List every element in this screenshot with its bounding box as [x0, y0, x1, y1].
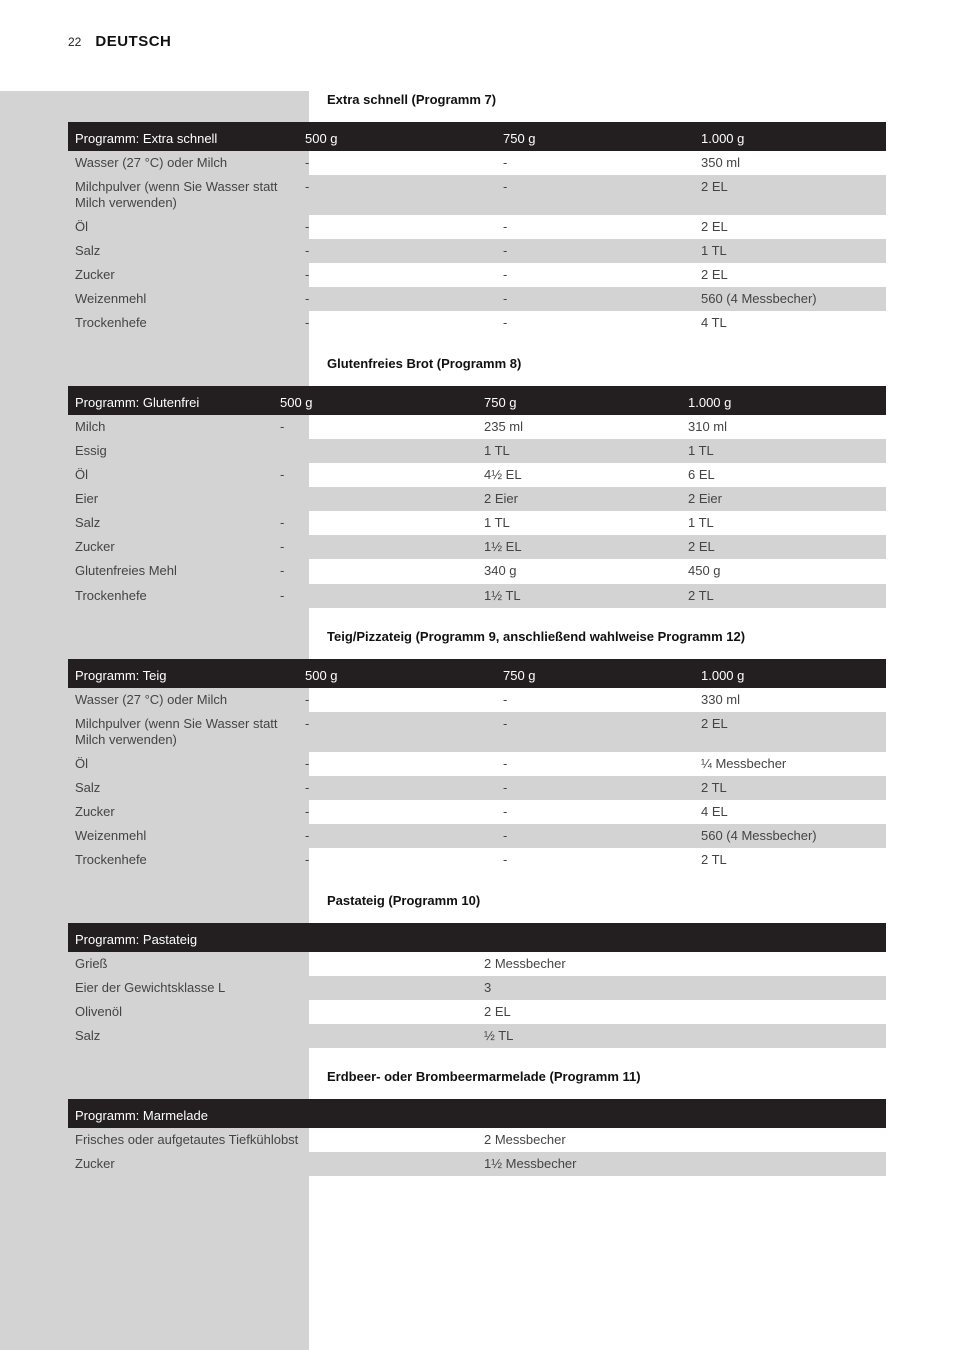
table-row: [68, 463, 886, 487]
section-title-wrap: [309, 629, 954, 644]
table-row: [68, 287, 886, 311]
ingredient-cell: Eier der Gewichtsklasse L: [75, 980, 226, 995]
ingredient-cell: Trockenhefe: [75, 588, 147, 603]
table-row: [68, 824, 886, 848]
amount-cell: 4½ EL: [484, 467, 522, 482]
table-row: [68, 511, 886, 535]
table-row: [68, 239, 886, 263]
column-header: 500 g: [305, 131, 338, 146]
table-header-row: [68, 1099, 886, 1128]
amount-cell: 2 EL: [701, 267, 728, 282]
amount-cell: 350 ml: [701, 155, 741, 170]
table-header-row: [68, 386, 886, 415]
recipe-table: [68, 122, 886, 335]
section-title: Erdbeer- oder Brombeermarmelade (Programm 11): [327, 1069, 641, 1084]
ingredient-cell: Grieß: [75, 956, 108, 971]
amount-cell: -: [305, 219, 310, 234]
amount-cell: 340 g: [484, 563, 517, 578]
amount-cell: -: [305, 756, 310, 771]
amount-cell: -: [280, 563, 285, 578]
section-title-wrap: [309, 92, 954, 107]
amount-cell: -: [305, 155, 310, 170]
amount-cell: -: [280, 467, 285, 482]
amount-cell: 2 Eier: [688, 491, 722, 506]
amount-cell: 560 (4 Messbecher): [701, 291, 817, 306]
table-row: [68, 1128, 886, 1152]
table-row: [68, 439, 886, 463]
column-header: 1.000 g: [688, 395, 732, 410]
amount-cell: -: [280, 419, 285, 434]
amount-cell: -: [503, 780, 508, 795]
ingredient-cell: Salz: [75, 243, 101, 258]
amount-cell: -: [503, 852, 508, 867]
amount-cell: 330 ml: [701, 692, 741, 707]
amount-cell: -: [280, 539, 285, 554]
amount-cell: -: [503, 315, 508, 330]
amount-cell: 2 EL: [701, 179, 728, 194]
ingredient-cell: Olivenöl: [75, 1004, 122, 1019]
page-number: 22: [68, 35, 82, 49]
amount-cell: -: [305, 852, 310, 867]
column-header: Programm: Teig: [75, 668, 167, 683]
amount-cell: -: [305, 780, 310, 795]
column-header: Programm: Extra schnell: [75, 131, 218, 146]
amount-cell: -: [503, 219, 508, 234]
amount-cell: 2 TL: [701, 780, 727, 795]
amount-cell: -: [305, 243, 310, 258]
amount-cell: -: [503, 828, 508, 843]
amount-cell: -: [503, 692, 508, 707]
amount-cell: 2 TL: [688, 588, 714, 603]
ingredient-cell: Zucker: [75, 1156, 115, 1171]
amount-cell: -: [503, 291, 508, 306]
amount-cell: 2 EL: [688, 539, 715, 554]
ingredient-cell: Glutenfreies Mehl: [75, 563, 177, 578]
section-title-wrap: [309, 1069, 954, 1084]
amount-cell: 3: [484, 980, 492, 995]
table-header-row: [68, 659, 886, 688]
ingredient-cell: Wasser (27 °C) oder Milch: [75, 692, 228, 707]
amount-cell: 1½ Messbecher: [484, 1156, 577, 1171]
amount-cell: ½ TL: [484, 1028, 514, 1043]
ingredient-cell: Öl: [75, 756, 88, 771]
amount-cell: 4 TL: [701, 315, 727, 330]
amount-cell: ¼ Messbecher: [701, 756, 787, 771]
ingredient-cell: Salz: [75, 780, 101, 795]
recipe-table: [68, 923, 886, 1048]
ingredient-cell: Frisches oder aufgetautes Tiefkühlobst: [75, 1132, 299, 1147]
column-header: Programm: Marmelade: [75, 1108, 208, 1123]
ingredient-cell: Trockenhefe: [75, 852, 147, 867]
table-row: [68, 976, 886, 1000]
amount-cell: -: [305, 267, 310, 282]
section-title: Teig/Pizzateig (Programm 9, anschließend wahlweise Programm 12): [327, 629, 746, 644]
table-row: [68, 952, 886, 976]
column-header: 500 g: [280, 395, 313, 410]
table-row: [68, 559, 886, 584]
amount-cell: 1½ TL: [484, 588, 521, 603]
amount-cell: 1 TL: [688, 443, 714, 458]
ingredient-cell: Öl: [75, 467, 88, 482]
amount-cell: -: [503, 155, 508, 170]
table-row: [68, 215, 886, 239]
amount-cell: 2 TL: [701, 852, 727, 867]
amount-cell: 2 EL: [701, 219, 728, 234]
amount-cell: -: [305, 716, 310, 731]
table-row: [68, 688, 886, 712]
amount-cell: -: [305, 291, 310, 306]
table-row: [68, 1152, 886, 1176]
table-row: [68, 584, 886, 608]
amount-cell: -: [280, 588, 285, 603]
amount-cell: 1½ EL: [484, 539, 522, 554]
amount-cell: [273, 487, 477, 511]
table-row: [68, 1000, 886, 1024]
ingredient-cell: Essig: [75, 443, 107, 458]
ingredient-cell: Milch: [75, 419, 106, 434]
amount-cell: -: [305, 804, 310, 819]
column-header: 500 g: [305, 668, 338, 683]
table-header-row: [68, 923, 886, 952]
table-row: [68, 712, 886, 752]
column-header: 1.000 g: [701, 131, 745, 146]
table-row: [68, 776, 886, 800]
section-title-wrap: [309, 893, 954, 908]
amount-cell: -: [305, 828, 310, 843]
column-header: Programm: Pastateig: [75, 932, 198, 947]
column-header: 750 g: [503, 131, 536, 146]
section-title: Extra schnell (Programm 7): [327, 92, 497, 107]
recipe-table: [68, 386, 886, 608]
table-row: [68, 800, 886, 824]
table-row: [68, 1024, 886, 1048]
amount-cell: 1 TL: [688, 515, 714, 530]
ingredient-cell: Zucker: [75, 804, 115, 819]
amount-cell: -: [280, 515, 285, 530]
amount-cell: 2 EL: [701, 716, 728, 731]
ingredient-cell: Weizenmehl: [75, 291, 147, 306]
amount-cell: 4 EL: [701, 804, 728, 819]
amount-cell: 235 ml: [484, 419, 524, 434]
ingredient-cell: Salz: [75, 515, 101, 530]
amount-cell: 2 Messbecher: [484, 956, 566, 971]
table-row: [68, 848, 886, 872]
ingredient-cell: Trockenhefe: [75, 315, 147, 330]
amount-cell: -: [503, 267, 508, 282]
table-row: [68, 752, 886, 776]
table-row: [68, 151, 886, 175]
table-row: [68, 175, 886, 215]
amount-cell: -: [503, 243, 508, 258]
amount-cell: 1 TL: [484, 443, 510, 458]
column-header: 750 g: [503, 668, 536, 683]
table-header-row: [68, 122, 886, 151]
amount-cell: 310 ml: [688, 419, 728, 434]
ingredient-cell: Wasser (27 °C) oder Milch: [75, 155, 228, 170]
table-row: [68, 487, 886, 511]
column-header: Programm: Glutenfrei: [75, 395, 200, 410]
amount-cell: -: [503, 179, 508, 194]
section-title-wrap: [309, 356, 954, 371]
amount-cell: [273, 439, 477, 463]
language-heading: DEUTSCH: [95, 33, 172, 50]
ingredient-cell: Zucker: [75, 539, 115, 554]
section-title: Pastateig (Programm 10): [327, 893, 481, 908]
amount-cell: 2 EL: [484, 1004, 511, 1019]
ingredient-cell: Salz: [75, 1028, 101, 1043]
table-row: [68, 311, 886, 335]
recipe-table: [68, 1099, 886, 1176]
column-header: 1.000 g: [701, 668, 745, 683]
column-header: 750 g: [484, 395, 517, 410]
amount-cell: 2 Messbecher: [484, 1132, 566, 1147]
ingredient-cell: Eier: [75, 491, 99, 506]
table-row: [68, 415, 886, 439]
amount-cell: -: [503, 804, 508, 819]
amount-cell: -: [503, 716, 508, 731]
amount-cell: -: [305, 692, 310, 707]
table-row: [68, 535, 886, 559]
amount-cell: 1 TL: [701, 243, 727, 258]
ingredient-cell: Weizenmehl: [75, 828, 147, 843]
page-header: [68, 33, 171, 50]
amount-cell: -: [305, 315, 310, 330]
amount-cell: 450 g: [688, 563, 721, 578]
ingredient-cell: Milchpulver (wenn Sie Wasser statt Milch verwenden): [75, 179, 278, 210]
ingredient-cell: Öl: [75, 219, 88, 234]
amount-cell: 2 Eier: [484, 491, 518, 506]
amount-cell: 1 TL: [484, 515, 510, 530]
amount-cell: -: [305, 179, 310, 194]
recipe-table: [68, 659, 886, 872]
ingredient-cell: Zucker: [75, 267, 115, 282]
ingredient-cell: Milchpulver (wenn Sie Wasser statt Milch verwenden): [75, 716, 278, 747]
amount-cell: 560 (4 Messbecher): [701, 828, 817, 843]
amount-cell: -: [503, 756, 508, 771]
section-title: Glutenfreies Brot (Programm 8): [327, 356, 522, 371]
table-row: [68, 263, 886, 287]
amount-cell: 6 EL: [688, 467, 715, 482]
